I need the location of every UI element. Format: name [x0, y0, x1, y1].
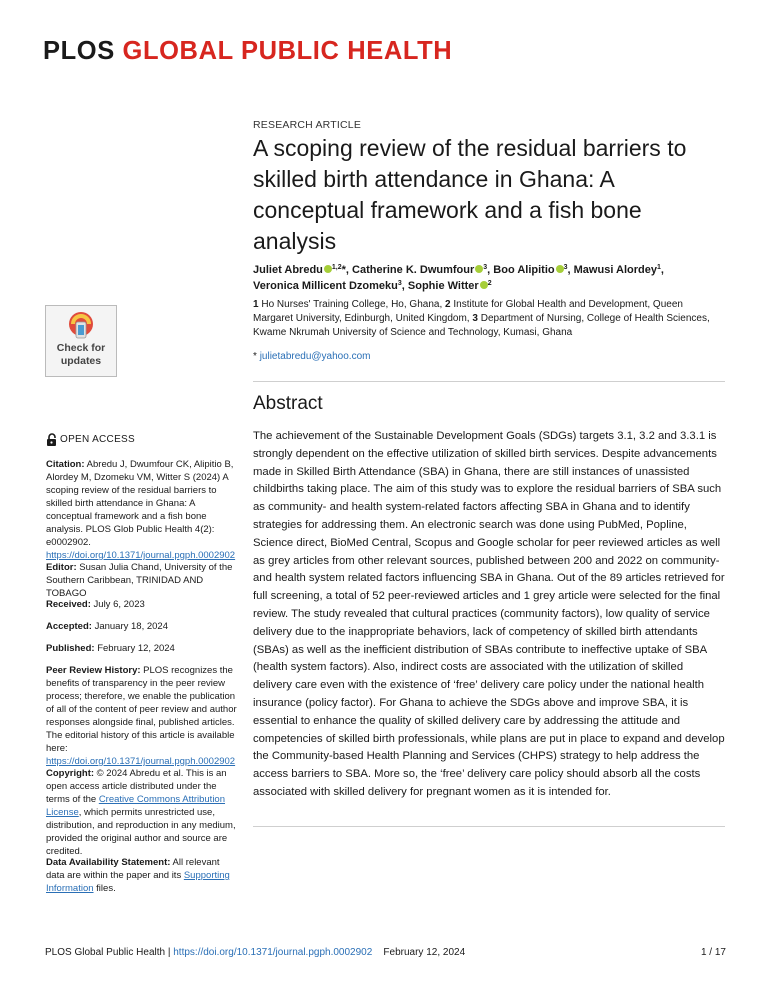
article-type: RESEARCH ARTICLE — [253, 119, 362, 131]
published-date: February 12, 2024 — [97, 643, 175, 654]
email-link[interactable]: julietabredu@yahoo.com — [259, 351, 371, 362]
abstract-text: The achievement of the Sustainable Development Goals (SDGs) targets 3.1, 3.2 and 3.3.1 is strongly dependent on the effective utilization of skilled birth services. Despite advancements made in Skilled Birth Attendance (SBA) in Ghana, there are still instances of unassisted childbirths taking place. The aim of this study was to explore the residual barriers of SBA such as community- and health system-related factors affecting SBA in Ghana and to identify strategies for addressing them. An electronic search was done using PubMed, Popline, Science direct, BioMed Central, Scopus and Google scholar for peer reviewed articles as well as grey articles from other relevant sources, published between 200 and 2022 on community- and health system related factors influencing SBA in Ghana. Out of the 89 articles retrieved for full screening, a total of 52 peer-reviewed articles and 1 grey article were selected for the final review. The study revealed that cultural practices (community factors), low quality of service delivery due to the inappropriate behaviors, lack of competency of skilled birth attendants (SBAs) as well as the inefficient distribution of SBAs contribute to ineffective uptake of SBA (health system factors). Also, indirect costs are associated with the utilization of skilled delivery care even with the existence of ‘free’ delivery care policy under the national health insurance (policy factor). For Ghana to achieve the SDGs above and improve SBA, it is essential to enhance the quality of skilled delivery care by addressing the attitude and competencies of skilled birth professionals, while plans are put in place to expand and develop the Community-based Health Planning and Services (CHPS) strategy to help address the access barriers to SBA. More so, the ‘free’ delivery care policy should absorb all the costs associated with skilled delivery for pregnant women as it is intended for. — [253, 430, 725, 798]
affiliation-text: Department of Nursing, College of Health Sciences, Kwame Nkrumah University of Science and Technology, Kumasi, Ghana — [253, 313, 710, 338]
author-name: Boo Alipitio — [493, 264, 555, 276]
author[interactable]: Mawusi Alordey$^1$, — [573, 264, 664, 276]
received-date: July 6, 2023 — [93, 599, 145, 610]
author-affiliation-sup: 3 — [563, 264, 568, 271]
author-name: Veronica Millicent Dzomeku — [253, 280, 398, 292]
orcid-icon[interactable] — [324, 265, 332, 273]
affiliation-number: 3 — [472, 313, 478, 324]
citation-block: Citation: Abredu J, Dwumfour CK, Alipitio B, Alordey M, Dzomeku VM, Witter S (2024) A scoping review of the residual barriers to skilled birth attendance in Ghana: A conceptual framework and a fish bone analysis. PLOS Glob Public Health 4(2): e0002902. https://doi.org/10.1371/journal.pgph.0002902 — [46, 459, 236, 561]
author-affiliation-sup: 2 — [487, 280, 492, 287]
open-access — [46, 433, 135, 446]
check-for-updates-line2: updates — [60, 355, 102, 367]
open-access-label: OPEN ACCESS — [60, 434, 135, 446]
author-name: Catherine K. Dwumfour — [352, 264, 475, 276]
copyright-text: © 2024 Abredu et al. This is an open access article distributed under the terms of the — [46, 768, 227, 805]
author[interactable]: Boo Alipitio $^3$, — [493, 264, 574, 276]
published-block: Published: February 12, 2024 — [46, 643, 175, 654]
journal-header — [43, 37, 452, 66]
article-title: A scoping review of the residual barriers to skilled birth attendance in Ghana: A conceptual framework and a fish bone analysis — [253, 135, 687, 254]
accepted-date: January 18, 2024 — [94, 621, 168, 632]
crossmark-icon — [67, 311, 95, 341]
data-availability-text: All relevant data are within the paper and its — [46, 857, 220, 881]
supporting-information-link[interactable]: Supporting Information — [46, 870, 230, 894]
editor-text: Susan Julia Chand, University of the Southern Caribbean, TRINIDAD AND TOBAGO — [46, 562, 233, 599]
orcid-icon[interactable] — [556, 265, 564, 273]
orcid-icon[interactable] — [480, 281, 488, 289]
received-block: Received: July 6, 2023 — [46, 599, 145, 610]
page-number: 1 / 17 — [700, 947, 726, 958]
author-name: Sophie Witter — [407, 280, 479, 292]
affiliation-text: Institute for Global Health and Development, Queen Margaret University, Edinburgh, United Kingdom, — [253, 299, 683, 324]
author-name: Juliet Abredu — [253, 264, 323, 276]
data-availability-block: Data Availability Statement: All relevant data are within the paper and its Supporting Information files. — [46, 857, 230, 894]
page-footer: PLOS Global Public Health | https://doi.org/10.1371/journal.pgph.0002902 February 12, 2024 — [45, 947, 466, 958]
affiliation-number: 2 — [445, 299, 451, 310]
author-affiliation-sup: 3 — [483, 264, 488, 271]
correspondence: * julietabredu@yahoo.com — [253, 351, 371, 362]
peer-review-link[interactable]: https://doi.org/10.1371/journal.pgph.0002902 — [46, 756, 236, 767]
accepted-block: Accepted: January 18, 2024 — [46, 621, 168, 632]
open-lock-icon — [46, 433, 57, 446]
author[interactable] — [408, 280, 492, 292]
author[interactable]: Catherine K. Dwumfour $^3$, — [352, 264, 494, 276]
divider — [253, 381, 725, 382]
license-link[interactable]: Creative Commons Attribution License — [46, 794, 226, 818]
check-for-updates-line1: Check for — [56, 342, 106, 354]
editor-block: Editor: Susan Julia Chand, University of the Southern Caribbean, TRINIDAD AND TOBAGO — [46, 562, 233, 599]
copyright-block: Copyright: © 2024 Abredu et al. This is an open access article distributed under the terms of the Creative Commons Attribution License, which permits unrestricted use, distribution, and reproduction in any medium, provided the original author and source are credited. — [46, 768, 236, 857]
author-name: Mawusi Alordey — [573, 264, 657, 276]
journal-name: GLOBAL PUBLIC HEALTH — [122, 37, 453, 65]
author-affiliation-sup: 1,2 — [331, 264, 342, 271]
citation-text: Abredu J, Dwumfour CK, Alipitio B, Alordey M, Dzomeku VM, Witter S (2024) A scoping review of the residual barriers to skilled birth attendance in Ghana: A conceptual framework and a fish bone analysis. PLOS Glob Public Health 4(2): e0002902. — [46, 459, 234, 548]
peer-review-text: PLOS recognizes the benefits of transparency in the peer review process; therefore, we enable the publication of all of the content of peer review and author responses alongside final, published articles. The editorial history of this article is available here: — [46, 665, 237, 754]
peer-review-block: Peer Review History: PLOS recognizes the benefits of transparency in the peer review process; therefore, we enable the publication of all of the content of peer review and author responses alongside final, published articles. The editorial history of this article is available here: https://doi.org/10.1371/journal.pgph.0002902 — [46, 665, 237, 767]
affiliations — [253, 298, 723, 340]
affiliation-text: Ho Nurses' Training College, Ho, Ghana, — [261, 299, 443, 310]
author[interactable]: Veronica Millicent Dzomeku$^3$, — [253, 280, 408, 292]
author-list — [253, 262, 723, 294]
journal-brand: PLOS — [43, 37, 115, 65]
footer-date: February 12, 2024 — [383, 947, 466, 958]
footer-doi-link[interactable]: https://doi.org/10.1371/journal.pgph.0002902 — [173, 947, 373, 958]
citation-doi-link[interactable]: https://doi.org/10.1371/journal.pgph.0002902 — [46, 550, 236, 561]
divider — [253, 826, 725, 827]
check-for-updates-badge[interactable] — [45, 305, 117, 377]
author[interactable]: Juliet Abredu $^{1,2}$*, — [253, 264, 353, 276]
footer-journal: PLOS Global Public Health — [45, 947, 166, 958]
author-affiliation-sup: 1 — [656, 264, 661, 271]
abstract-heading: Abstract — [253, 393, 323, 414]
affiliation-number: 1 — [253, 299, 259, 310]
author-affiliation-sup: 3 — [397, 280, 402, 287]
corresponding-marker: * — [341, 264, 346, 276]
